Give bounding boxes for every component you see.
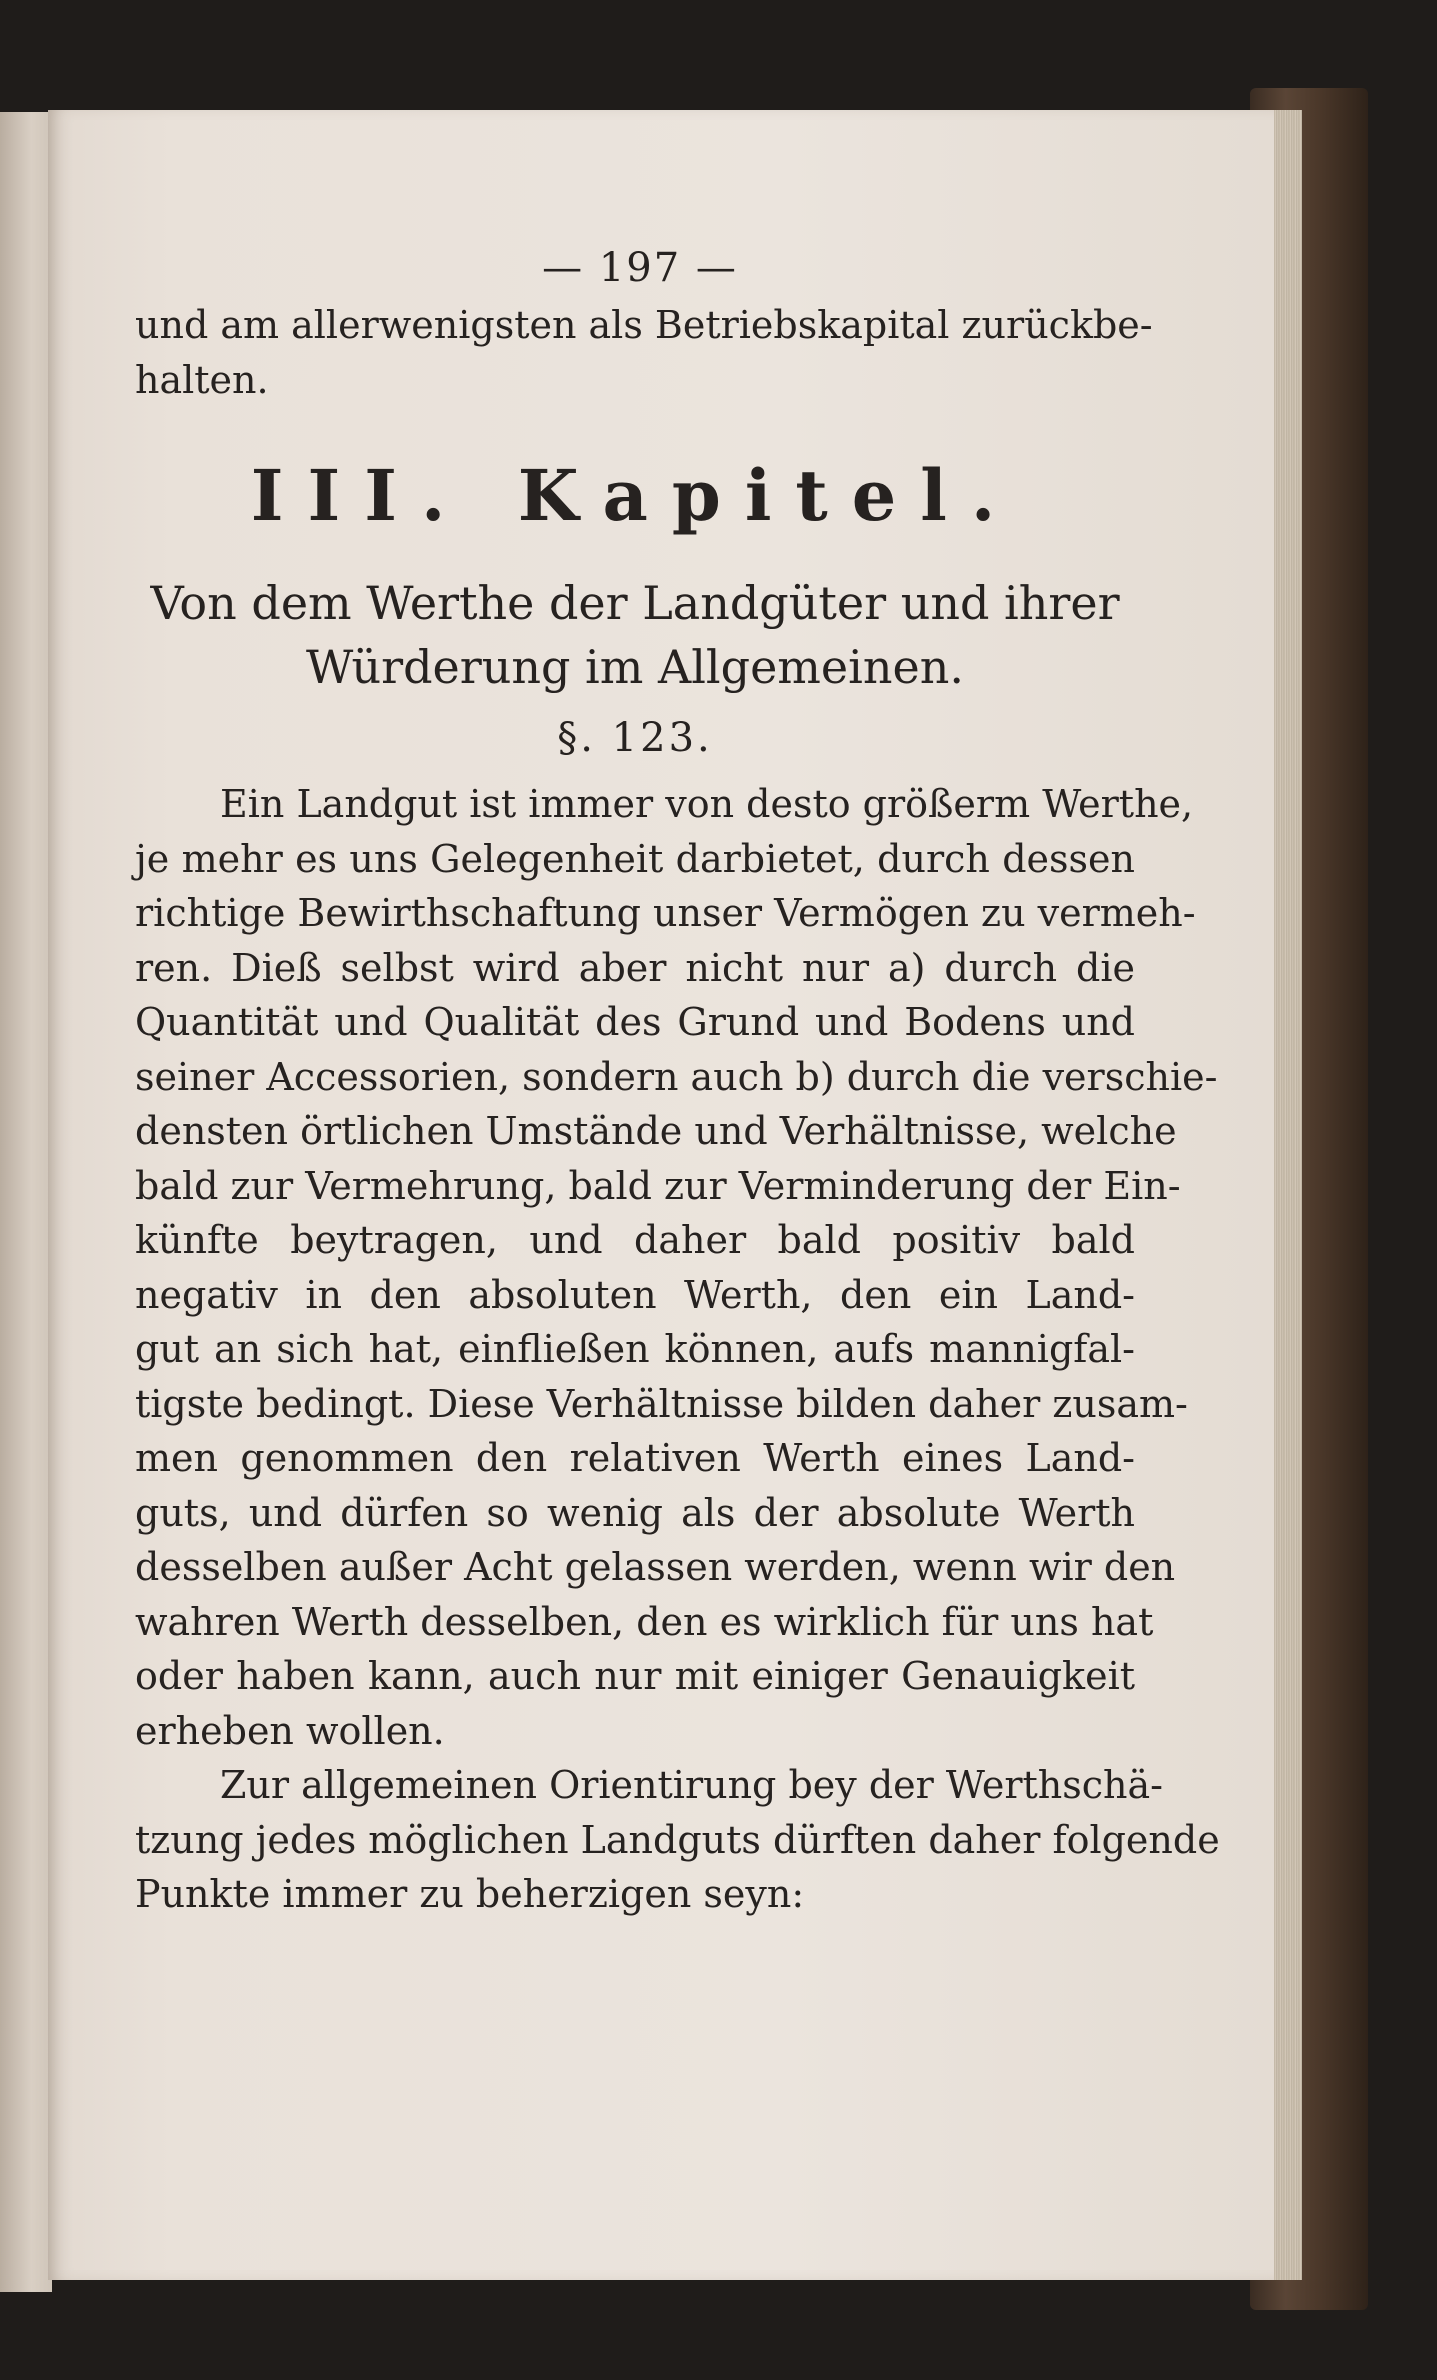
text-line: men genommen den relativen Werth eines Land-: [135, 1436, 1135, 1480]
section-number: §. 123.: [557, 715, 713, 761]
page-number: — 197 —: [542, 245, 738, 291]
text-line: tigste bedingt. Diese Verhältnisse bilden daher zusam-: [135, 1381, 1188, 1426]
text-line: künfte beytragen, und daher bald positiv bald: [135, 1218, 1135, 1262]
text-line: gut an sich hat, einfließen können, aufs mannigfal-: [135, 1327, 1135, 1371]
text-line: bald zur Vermehrung, bald zur Verminderung der Ein-: [135, 1163, 1181, 1208]
facing-page-edge: [0, 112, 52, 2292]
text-line: guts, und dürfen so wenig als der absolute Werth: [135, 1490, 1135, 1535]
text-line: erheben wollen.: [135, 1708, 445, 1753]
text-line: wahren Werth desselben, den es wirklich für uns hat: [135, 1599, 1154, 1644]
text-line: Quantität und Qualität des Grund und Bodens und: [135, 1000, 1135, 1044]
text-line: ren. Dieß selbst wird aber nicht nur a) durch die: [135, 945, 1135, 990]
text-line: Ein Landgut ist immer von desto größerm Werthe,: [220, 782, 1194, 826]
text-line: Zur allgemeinen Orientirung bey der Werthschä-: [220, 1763, 1163, 1807]
text-line: oder haben kann, auch nur mit einiger Genauigkeit: [135, 1654, 1135, 1698]
text-line: Punkte immer zu beherzigen seyn:: [135, 1872, 805, 1916]
text-line: tzung jedes möglichen Landguts dürften daher folgende: [135, 1817, 1220, 1862]
text-line: desselben außer Acht gelassen werden, wenn wir den: [135, 1545, 1176, 1589]
text-line: negativ in den absoluten Werth, den ein Land-: [135, 1272, 1135, 1317]
text-line: je mehr es uns Gelegenheit darbietet, durch dessen: [135, 836, 1135, 881]
text-line: halten.: [135, 357, 269, 402]
chapter-subtitle-line: Würderung im Allgemeinen.: [306, 640, 964, 694]
text-line: und am allerwenigsten als Betriebskapital zurückbe-: [135, 303, 1153, 347]
text-line: densten örtlichen Umstände und Verhältnisse, welche: [135, 1109, 1177, 1153]
text-line: seiner Accessorien, sondern auch b) durch die verschie-: [135, 1054, 1218, 1099]
chapter-title: III. Kapitel.: [250, 454, 1020, 537]
page-text: [135, 238, 1220, 1922]
text-line: richtige Bewirthschaftung unser Vermögen zu vermeh-: [135, 891, 1196, 935]
chapter-subtitle-line: Von dem Werthe der Landgüter und ihrer: [150, 576, 1120, 630]
